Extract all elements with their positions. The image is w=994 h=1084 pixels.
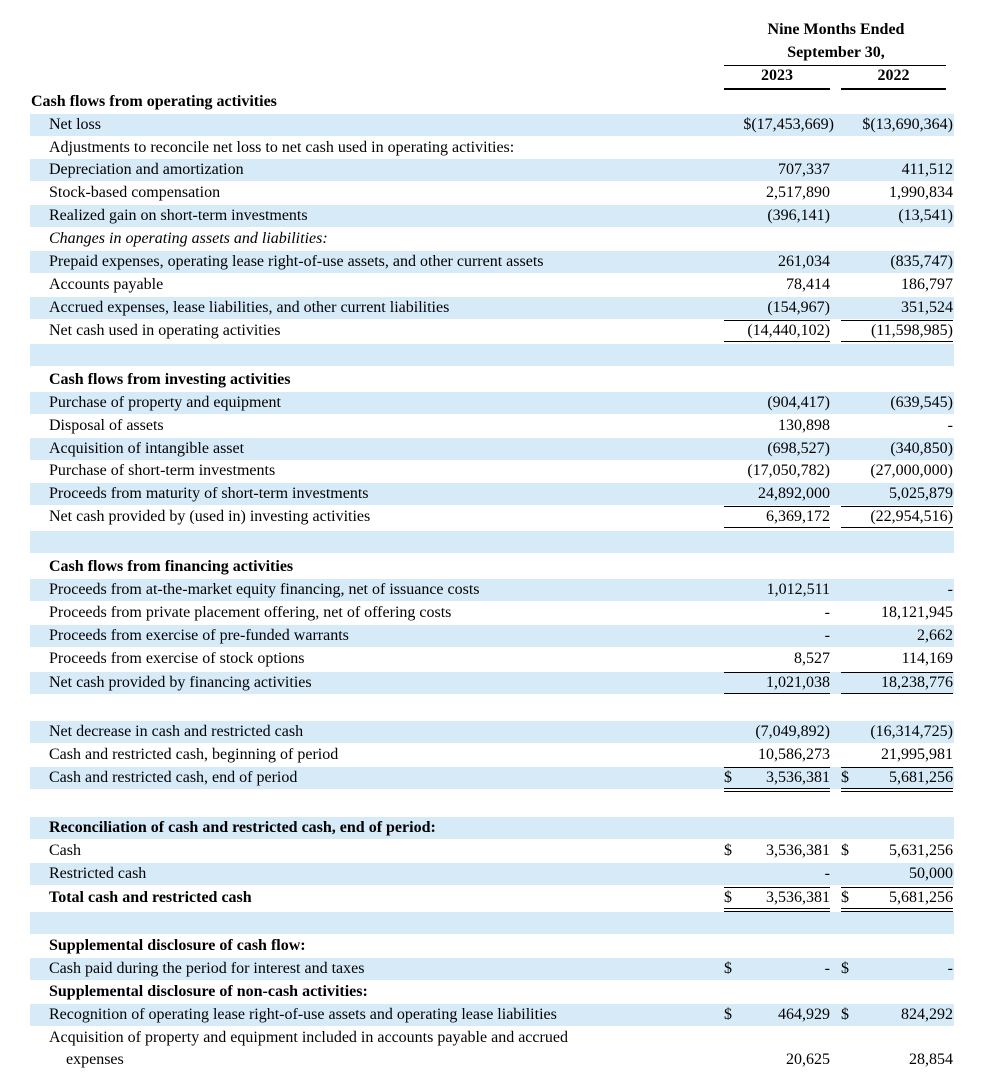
value-2023: 707,337 bbox=[778, 161, 830, 178]
row-label: Accrued expenses, lease liabilities, and other current liabilities bbox=[49, 299, 450, 316]
row-label: Net loss bbox=[49, 116, 101, 133]
noncash-heading-row bbox=[30, 981, 954, 1003]
table-row bbox=[30, 840, 954, 862]
value-2023: (396,141) bbox=[767, 207, 830, 224]
row-label: Net cash provided by (used in) investing activities bbox=[49, 508, 371, 525]
value-2022: 2,662 bbox=[917, 627, 953, 644]
row-label: Recognition of operating lease right-of-use assets and operating lease liabilities bbox=[49, 1006, 557, 1023]
row-label: Stock-based compensation bbox=[49, 184, 221, 201]
table-row bbox=[30, 392, 954, 414]
table-row bbox=[30, 297, 954, 319]
spacer-row bbox=[30, 344, 954, 366]
row-label: Proceeds from maturity of short-term investments bbox=[49, 485, 369, 502]
value-2023: 78,414 bbox=[786, 276, 830, 293]
row-label: Adjustments to reconcile net loss to net cash used in operating activities: bbox=[49, 139, 515, 156]
value-2023: (698,527) bbox=[767, 440, 830, 457]
value-2023: 1,012,511 bbox=[766, 581, 830, 598]
value-2022: $(13,690,364) bbox=[862, 116, 953, 133]
section-heading: Supplemental disclosure of non-cash activities: bbox=[49, 983, 368, 1000]
column-group-subtitle: September 30, bbox=[787, 44, 885, 61]
row-label: Purchase of property and equipment bbox=[49, 394, 281, 411]
table-row bbox=[30, 1027, 954, 1073]
value-2022: $ 824,292 bbox=[841, 1006, 953, 1023]
value-2022: 28,854 bbox=[909, 1051, 953, 1068]
row-label: Realized gain on short-term investments bbox=[49, 207, 308, 224]
row-label: Changes in operating assets and liabilities: bbox=[49, 230, 328, 247]
section-heading: Cash flows from operating activities bbox=[31, 93, 277, 110]
subtotal-row bbox=[30, 320, 954, 342]
row-label: Net cash provided by financing activities bbox=[49, 674, 312, 691]
spacer-row bbox=[30, 531, 954, 553]
row-label: Net cash used in operating activities bbox=[49, 322, 281, 339]
value-2023: (14,440,102) bbox=[724, 320, 830, 342]
row-label: Proceeds from private placement offering, net of offering costs bbox=[49, 604, 452, 621]
table-row bbox=[30, 721, 954, 743]
row-label: Depreciation and amortization bbox=[49, 161, 244, 178]
value-2023: $ 3,536,381 bbox=[724, 887, 830, 909]
table-row bbox=[30, 602, 954, 624]
row-label-line1: Acquisition of property and equipment included in accounts payable and accrued bbox=[49, 1029, 568, 1046]
table-row bbox=[30, 114, 954, 136]
table-row bbox=[30, 182, 954, 204]
value-2022: 18,238,776 bbox=[841, 672, 953, 694]
row-label: Proceeds from exercise of stock options bbox=[49, 650, 305, 667]
value-2022: (22,954,516) bbox=[841, 506, 953, 528]
investing-heading-row bbox=[30, 369, 954, 391]
row-label: Disposal of assets bbox=[49, 417, 164, 434]
year-2023-rule bbox=[724, 88, 830, 90]
table-row bbox=[30, 579, 954, 601]
value-2023: (904,417) bbox=[767, 394, 830, 411]
subtotal-row bbox=[30, 672, 954, 694]
value-2023: - bbox=[824, 865, 830, 882]
table-row bbox=[30, 958, 954, 980]
table-row bbox=[30, 625, 954, 647]
double-rule bbox=[724, 791, 830, 792]
row-label: Accounts payable bbox=[49, 276, 164, 293]
table-row bbox=[30, 1004, 954, 1026]
column-group-title: Nine Months Ended bbox=[767, 21, 905, 38]
value-2022: $ 5,631,256 bbox=[841, 842, 953, 859]
operating-heading-row bbox=[30, 91, 954, 113]
value-2022: $ 5,681,256 bbox=[841, 767, 953, 789]
value-2022: 114,169 bbox=[901, 650, 953, 667]
value-2023: (17,050,782) bbox=[747, 462, 830, 479]
value-2022: (13,541) bbox=[898, 207, 953, 224]
value-2022: - bbox=[947, 581, 953, 598]
row-label: Restricted cash bbox=[49, 865, 147, 882]
value-2023: 6,369,172 bbox=[724, 506, 830, 528]
value-2022: (340,850) bbox=[890, 440, 953, 457]
value-2022: (27,000,000) bbox=[870, 462, 953, 479]
value-2023: - bbox=[824, 604, 830, 621]
value-2023: $(17,453,669) bbox=[743, 116, 834, 133]
row-label: Acquisition of intangible asset bbox=[49, 440, 245, 457]
value-2022: $ - bbox=[841, 960, 953, 977]
double-rule bbox=[841, 791, 953, 792]
year-2022-rule bbox=[841, 88, 946, 90]
financing-heading-row bbox=[30, 556, 954, 578]
table-row bbox=[30, 159, 954, 181]
value-2023: 20,625 bbox=[786, 1051, 830, 1068]
value-2022: 1,990,834 bbox=[889, 184, 953, 201]
value-2022: 411,512 bbox=[901, 161, 953, 178]
year-2022-header: 2022 bbox=[877, 67, 910, 84]
value-2022: $ 5,681,256 bbox=[841, 887, 953, 909]
section-heading: Reconciliation of cash and restricted cash, end of period: bbox=[49, 819, 436, 836]
table-row bbox=[30, 274, 954, 296]
row-label: Total cash and restricted cash bbox=[49, 889, 252, 906]
table-row bbox=[30, 137, 954, 159]
row-label: Purchase of short-term investments bbox=[49, 462, 276, 479]
value-2022: 186,797 bbox=[901, 276, 953, 293]
value-2022: (11,598,985) bbox=[841, 320, 953, 342]
reconciliation-heading-row bbox=[30, 817, 954, 839]
value-2023: $ 464,929 bbox=[724, 1006, 830, 1023]
table-row bbox=[30, 460, 954, 482]
supplemental-heading-row bbox=[30, 935, 954, 957]
value-2022: (16,314,725) bbox=[870, 723, 953, 740]
section-heading: Supplemental disclosure of cash flow: bbox=[49, 937, 306, 954]
value-2023: 10,586,273 bbox=[758, 746, 830, 763]
section-heading: Cash flows from financing activities bbox=[49, 558, 294, 575]
value-2022: (835,747) bbox=[890, 253, 953, 270]
row-label: Cash and restricted cash, end of period bbox=[49, 769, 298, 786]
row-label: Cash paid during the period for interest and taxes bbox=[49, 960, 365, 977]
value-2022: 50,000 bbox=[909, 865, 953, 882]
value-2023: $ 3,536,381 bbox=[724, 767, 830, 789]
value-2023: 8,527 bbox=[794, 650, 830, 667]
row-label: Net decrease in cash and restricted cash bbox=[49, 723, 304, 740]
value-2023: (154,967) bbox=[767, 299, 830, 316]
value-2023: 130,898 bbox=[778, 417, 830, 434]
row-label-line2: expenses bbox=[66, 1051, 124, 1068]
row-label: Cash bbox=[49, 842, 81, 859]
row-label: Cash and restricted cash, beginning of period bbox=[49, 746, 339, 763]
subtotal-row bbox=[30, 506, 954, 528]
value-2022: (639,545) bbox=[890, 394, 953, 411]
value-2023: (7,049,892) bbox=[755, 723, 830, 740]
row-label: Proceeds from at-the-market equity financing, net of issuance costs bbox=[49, 581, 480, 598]
table-row bbox=[30, 648, 954, 670]
table-row bbox=[30, 415, 954, 437]
table-row bbox=[30, 863, 954, 885]
total-row bbox=[30, 887, 954, 909]
table-row bbox=[30, 438, 954, 460]
total-row bbox=[30, 767, 954, 789]
row-label: Prepaid expenses, operating lease right-of-use assets, and other current assets bbox=[49, 253, 544, 270]
value-2023: 24,892,000 bbox=[758, 485, 830, 502]
table-row bbox=[30, 205, 954, 227]
table-row bbox=[30, 744, 954, 766]
value-2023: 1,021,038 bbox=[724, 672, 830, 694]
value-2023: 2,517,890 bbox=[766, 184, 830, 201]
spacer-row bbox=[30, 912, 954, 934]
value-2023: - bbox=[824, 627, 830, 644]
value-2022: 18,121,945 bbox=[881, 604, 953, 621]
table-row bbox=[30, 228, 954, 250]
value-2022: 5,025,879 bbox=[889, 485, 953, 502]
row-label: Proceeds from exercise of pre-funded warrants bbox=[49, 627, 349, 644]
table-row bbox=[30, 483, 954, 505]
value-2022: 21,995,981 bbox=[881, 746, 953, 763]
value-2023: $ - bbox=[724, 960, 830, 977]
year-2023-header: 2023 bbox=[761, 67, 793, 84]
value-2023: 261,034 bbox=[778, 253, 830, 270]
value-2023: $ 3,536,381 bbox=[724, 842, 830, 859]
table-row bbox=[30, 251, 954, 273]
value-2022: 351,524 bbox=[901, 299, 953, 316]
value-2022: - bbox=[947, 417, 953, 434]
section-heading: Cash flows from investing activities bbox=[49, 371, 291, 388]
